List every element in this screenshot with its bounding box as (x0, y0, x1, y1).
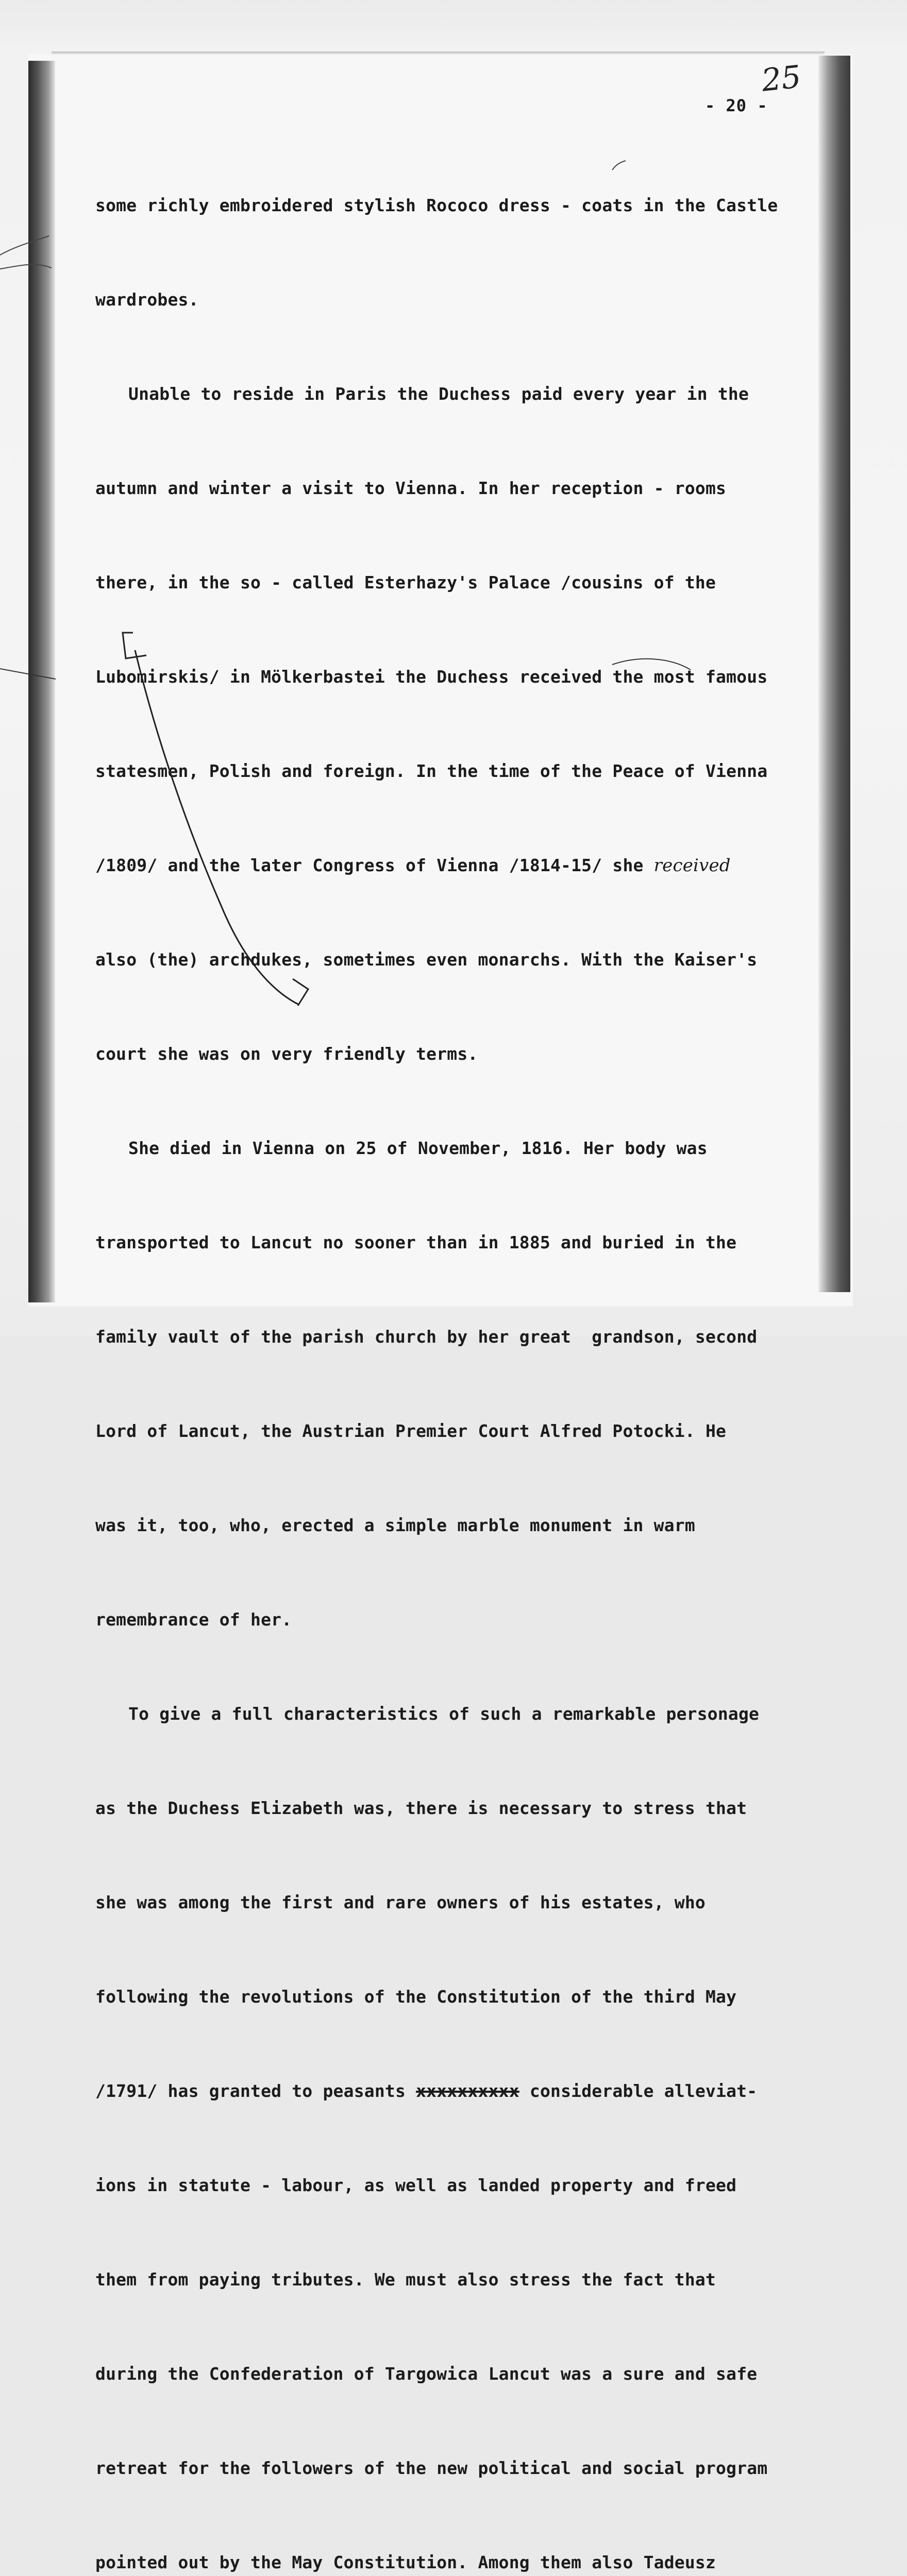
text-line: pointed out by the May Constitution. Among them also Tadeusz (95, 2552, 716, 2572)
struck-out-text: xxxxxxxxxx (416, 2081, 519, 2101)
text-line: them from paying tributes. We must also stress the fact that (95, 2269, 716, 2290)
text-line: retreat for the followers of the new political and social program (95, 2458, 768, 2478)
text-line: as the Duchess Elizabeth was, there is necessary to stress that (95, 1798, 747, 1818)
text-line: there, in the so - called Esterhazy's Palace /cousins of the (95, 572, 716, 592)
text-line: statesmen, Polish and foreign. In the time of the Peace of Vienna (95, 761, 768, 781)
text-line: wardrobes. (95, 290, 199, 310)
text-line: autumn and winter a visit to Vienna. In her reception - rooms (95, 478, 727, 498)
long-editing-line (135, 650, 299, 1005)
paragraph-bracket-mark (123, 633, 146, 658)
text-line (95, 2075, 827, 2107)
text-line: court she was on very friendly terms. (95, 1044, 478, 1064)
text-line: ions in statute - labour, as well as landed property and freed (95, 2175, 737, 2195)
text-line: also (the) archdukes, sometimes even monarchs. With the Kaiser's (95, 950, 758, 970)
text-line: following the revolutions of the Constitution of the third May (95, 1987, 737, 2007)
text-line: Lord of Lancut, the Austrian Premier Court Alfred Potocki. He (95, 1421, 727, 1441)
text-line: some richly embroidered stylish Rococo dress - coats in the Castle (95, 195, 778, 215)
text-line: remembrance of her. (95, 1609, 292, 1630)
handwritten-correction-arc (612, 659, 691, 670)
text-line: during the Confederation of Targowica Lancut was a sure and safe (95, 2364, 758, 2384)
paragraph-start-line: To give a full characteristics of such a remarkable personage (128, 1704, 760, 1724)
typed-text: /1809/ and the later Congress of Vienna /1814-15/ she (95, 855, 644, 875)
paragraph-start-line: She died in Vienna on 25 of November, 1816. Her body was (128, 1138, 708, 1158)
pencil-mark (612, 161, 626, 170)
text-line: Lubomirskis/ in Mölkerbastei the Duchess received the most famous (95, 667, 768, 687)
page-number: - 20 - (705, 96, 768, 115)
margin-scribble-mark (0, 236, 52, 269)
closing-bracket-mark (293, 979, 308, 1006)
text-line: she was among the first and rare owners of his estates, who (95, 1892, 706, 1912)
text-line: family vault of the parish church by her great grandson, second (95, 1327, 758, 1347)
handwritten-insertion: received (653, 855, 731, 876)
handwritten-folio-number: 25 (760, 59, 803, 99)
paragraph-start-line: Unable to reside in Paris the Duchess paid every year in the (128, 384, 749, 404)
text-line: transported to Lancut no sooner than in 1885 and buried in the (95, 1232, 737, 1252)
text-line: was it, too, who, erected a simple marble monument in warm (95, 1515, 695, 1535)
typed-text: /1791/ has granted to peasants (95, 2081, 406, 2101)
typed-text: considerable alleviat- (529, 2081, 758, 2101)
margin-pointer-line (0, 669, 56, 679)
